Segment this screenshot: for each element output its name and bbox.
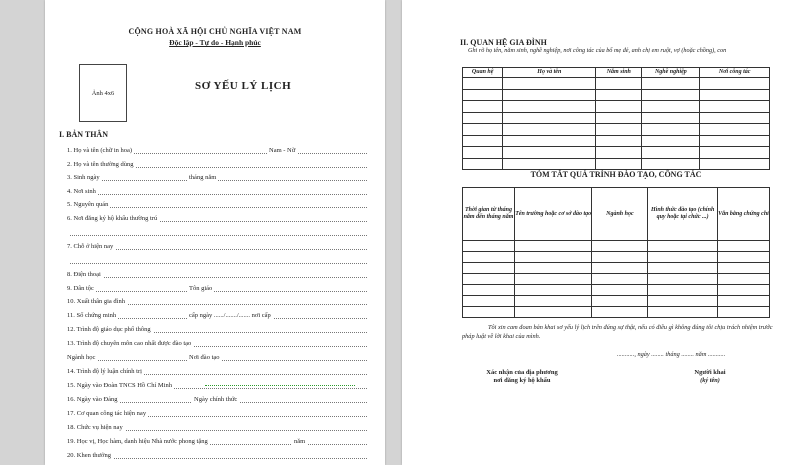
section-personal: I. BẢN THÂN [59, 130, 108, 139]
field-sub-label: Nam - Nữ [269, 147, 296, 154]
section-family-note: Ghi rõ họ tên, năm sinh, nghề nghiệp, nơi công tác của bố mẹ đẻ, anh chị em ruột, vợ (hoặc chồng), con [468, 47, 727, 54]
field-row[interactable] [67, 160, 367, 170]
table-header: Năm sinh [596, 68, 642, 78]
declarant-signature [650, 369, 770, 385]
table-cell[interactable] [515, 263, 592, 274]
field-sub-label: Nơi đào tạo [189, 354, 220, 361]
table-cell[interactable] [503, 158, 596, 170]
field-label: 5. Nguyên quán [67, 201, 109, 208]
field-label: 16. Ngày vào Đảng [67, 396, 118, 403]
field-row[interactable] [67, 200, 367, 210]
table-row [463, 285, 770, 296]
field-label: 17. Cơ quan công tác hiện nay [67, 410, 147, 417]
table-cell[interactable] [503, 78, 596, 90]
section-family: II. QUAN HỆ GIA ĐÌNH [460, 38, 547, 47]
table-header: Hình thức đào tạo (chính quy hoặc tại chức ...) [648, 188, 718, 241]
table-cell[interactable] [503, 112, 596, 124]
dotted-fill-line [67, 277, 367, 278]
field-row[interactable] [67, 325, 367, 335]
table-row [463, 78, 770, 90]
table-cell[interactable] [463, 241, 515, 252]
table-cell[interactable] [700, 101, 770, 113]
field-label [67, 257, 69, 264]
table-header: Văn bằng chứng chỉ [717, 188, 769, 241]
table-cell[interactable] [648, 285, 718, 296]
field-label: 20. Khen thưởng [67, 452, 111, 459]
field-row[interactable] [67, 256, 367, 266]
table-row [463, 241, 770, 252]
table-cell[interactable] [592, 252, 648, 263]
field-row[interactable] [67, 214, 367, 224]
field-row[interactable] [67, 367, 367, 377]
field-row[interactable] [67, 242, 367, 252]
field-label: Ngành học [67, 354, 96, 361]
table-cell[interactable] [700, 135, 770, 147]
field-label: 18. Chức vụ hiện nay [67, 424, 123, 431]
field-row[interactable] [67, 228, 367, 238]
table-cell[interactable] [700, 158, 770, 170]
field-label: 10. Xuất thân gia đình [67, 298, 125, 305]
field-row[interactable] [67, 395, 367, 405]
local-confirmation-line1: Xác nhận của địa phương [486, 369, 558, 376]
table-cell[interactable] [592, 285, 648, 296]
table-cell[interactable] [463, 112, 503, 124]
declarant-sign-note: (ký tên) [700, 377, 720, 384]
field-label: 9. Dân tộc [67, 285, 94, 292]
table-cell[interactable] [515, 274, 592, 285]
form-page-right [402, 0, 800, 465]
table-cell[interactable] [596, 135, 642, 147]
table-cell[interactable] [463, 296, 515, 307]
table-cell[interactable] [596, 112, 642, 124]
field-row[interactable] [67, 423, 367, 433]
table-cell[interactable] [717, 252, 769, 263]
table-cell[interactable] [515, 285, 592, 296]
table-cell[interactable] [463, 274, 515, 285]
table-cell[interactable] [592, 241, 648, 252]
table-cell[interactable] [717, 307, 769, 318]
motto: Độc lập - Tự do - Hạnh phúc [169, 38, 261, 47]
field-row[interactable] [67, 297, 367, 307]
table-cell[interactable] [463, 101, 503, 113]
table-row [463, 89, 770, 101]
table-cell[interactable] [700, 112, 770, 124]
table-cell[interactable] [642, 101, 700, 113]
table-cell[interactable] [648, 241, 718, 252]
table-row [463, 112, 770, 124]
table-cell[interactable] [642, 158, 700, 170]
local-confirmation [462, 369, 582, 385]
field-label: 13. Trình độ chuyên môn cao nhất được đào tạo [67, 340, 192, 347]
table-cell[interactable] [503, 101, 596, 113]
field-row[interactable] [67, 451, 367, 461]
table-cell[interactable] [463, 263, 515, 274]
dotted-fill-line [67, 207, 367, 208]
table-cell[interactable] [596, 147, 642, 159]
field-label: 6. Nơi đăng ký hộ khẩu thường trú [67, 215, 158, 222]
dotted-fill-line [67, 194, 367, 195]
table-cell[interactable] [648, 252, 718, 263]
table-cell[interactable] [503, 124, 596, 136]
table-cell[interactable] [592, 263, 648, 274]
field-label: 19. Học vị, Học hàm, danh hiệu Nhà nước phong tặng [67, 438, 208, 445]
field-label: 2. Họ và tên thường dùng [67, 161, 134, 168]
table-cell[interactable] [642, 78, 700, 90]
doc-title: SƠ YẾU LÝ LỊCH [195, 80, 292, 92]
field-sub-label: Tôn giáo [189, 285, 213, 292]
table-row [463, 158, 770, 170]
table-cell[interactable] [463, 135, 503, 147]
table-cell[interactable] [503, 135, 596, 147]
table-cell[interactable] [463, 285, 515, 296]
field-row[interactable] [67, 270, 367, 280]
table-cell[interactable] [463, 158, 503, 170]
field-label: 12. Trình độ giáo dục phổ thông [67, 326, 151, 333]
section-training: TÓM TẮT QUÁ TRÌNH ĐÀO TẠO, CÔNG TÁC [530, 170, 702, 179]
training-table [462, 187, 770, 318]
table-cell[interactable] [648, 263, 718, 274]
table-cell[interactable] [592, 307, 648, 318]
national-title: CỘNG HOÀ XÃ HỘI CHỦ NGHĨA VIỆT NAM [128, 27, 302, 36]
table-cell[interactable] [717, 285, 769, 296]
table-cell[interactable] [717, 263, 769, 274]
form-page-left [45, 0, 385, 465]
table-row [463, 124, 770, 136]
table-cell[interactable] [596, 89, 642, 101]
table-cell[interactable] [717, 296, 769, 307]
table-cell[interactable] [592, 274, 648, 285]
table-header: Tên trường hoặc cơ sở đào tạo [515, 188, 592, 241]
field-row[interactable] [67, 437, 367, 447]
table-cell[interactable] [463, 252, 515, 263]
table-row [463, 147, 770, 159]
table-cell[interactable] [503, 89, 596, 101]
table-cell[interactable] [515, 252, 592, 263]
table-cell[interactable] [503, 147, 596, 159]
dotted-fill-line [67, 263, 367, 264]
dotted-fill-line [67, 291, 367, 292]
table-row [463, 307, 770, 318]
dotted-fill-line [67, 235, 367, 236]
table-cell[interactable] [642, 112, 700, 124]
table-row [463, 252, 770, 263]
table-cell[interactable] [642, 135, 700, 147]
table-cell[interactable] [717, 274, 769, 285]
table-row [463, 296, 770, 307]
table-cell[interactable] [642, 147, 700, 159]
field-label: 1. Họ và tên (chữ in hoa) [67, 147, 133, 154]
table-header: Ngành học [592, 188, 648, 241]
table-cell[interactable] [648, 296, 718, 307]
table-cell[interactable] [596, 124, 642, 136]
field-label [67, 229, 69, 236]
table-cell[interactable] [463, 78, 503, 90]
table-header: Nghề nghiệp [642, 68, 700, 78]
table-cell[interactable] [592, 296, 648, 307]
field-sub-label: năm [294, 438, 306, 445]
field-sub-label: cấp ngày ....../......./....... nơi cấp [189, 312, 271, 319]
declarant-label: Người khai [694, 369, 726, 376]
table-cell[interactable] [596, 78, 642, 90]
date-line: ..........., ngày ........ tháng ........ năm ........... [617, 351, 726, 358]
table-cell[interactable] [463, 147, 503, 159]
field-label: 8. Điện thoại [67, 271, 101, 278]
field-row[interactable] [67, 353, 367, 363]
table-cell[interactable] [648, 274, 718, 285]
table-cell[interactable] [515, 241, 592, 252]
table-row [463, 263, 770, 274]
table-row [463, 274, 770, 285]
table-row [463, 101, 770, 113]
commitment-text: Tôi xin cam đoan bản khai sơ yếu lý lịch trên đúng sự thật, nếu có điều gì không đúng tôi chịu trách nhiệm trước pháp luật về lời khai của mình. [462, 324, 773, 340]
table-cell[interactable] [596, 158, 642, 170]
field-label: 7. Chỗ ở hiện nay [67, 243, 114, 250]
table-row [463, 135, 770, 147]
table-cell[interactable] [642, 124, 700, 136]
table-cell[interactable] [700, 147, 770, 159]
table-cell[interactable] [515, 307, 592, 318]
table-header: Thời gian từ tháng năm đến tháng năm [463, 188, 515, 241]
field-row[interactable] [67, 187, 367, 197]
table-cell[interactable] [700, 124, 770, 136]
field-row[interactable] [67, 339, 367, 349]
field-label: 11. Số chứng minh [67, 312, 117, 319]
field-row[interactable] [67, 173, 367, 183]
field-label: 4. Nơi sinh [67, 188, 96, 195]
table-header: Nơi công tác [700, 68, 770, 78]
table-cell[interactable] [463, 307, 515, 318]
field-row[interactable] [67, 381, 367, 391]
table-cell[interactable] [700, 78, 770, 90]
field-sub-label: Ngày chính thức [194, 396, 238, 403]
local-confirmation-line2: nơi đăng ký hộ khẩu [493, 377, 551, 384]
table-cell[interactable] [596, 101, 642, 113]
field-row[interactable] [67, 284, 367, 294]
field-label: 15. Ngày vào Đoàn TNCS Hồ Chí Minh [67, 382, 172, 389]
photo-placeholder [79, 64, 127, 122]
field-label: 3. Sinh ngày [67, 174, 100, 181]
table-header: Họ và tên [503, 68, 596, 78]
table-cell[interactable] [463, 124, 503, 136]
highlight-line [205, 385, 355, 386]
table-cell[interactable] [515, 296, 592, 307]
field-row[interactable] [67, 311, 367, 321]
table-cell[interactable] [642, 89, 700, 101]
field-row[interactable] [67, 146, 367, 156]
table-cell[interactable] [700, 89, 770, 101]
field-row[interactable] [67, 409, 367, 419]
field-sub-label: tháng năm [189, 174, 217, 181]
family-table [462, 67, 770, 170]
table-cell[interactable] [463, 89, 503, 101]
photo-label: Ảnh 4x6 [91, 89, 115, 97]
table-cell[interactable] [717, 241, 769, 252]
field-label: 14. Trình độ lý luận chính trị [67, 368, 142, 375]
table-header: Quan hệ [463, 68, 503, 78]
table-cell[interactable] [648, 307, 718, 318]
